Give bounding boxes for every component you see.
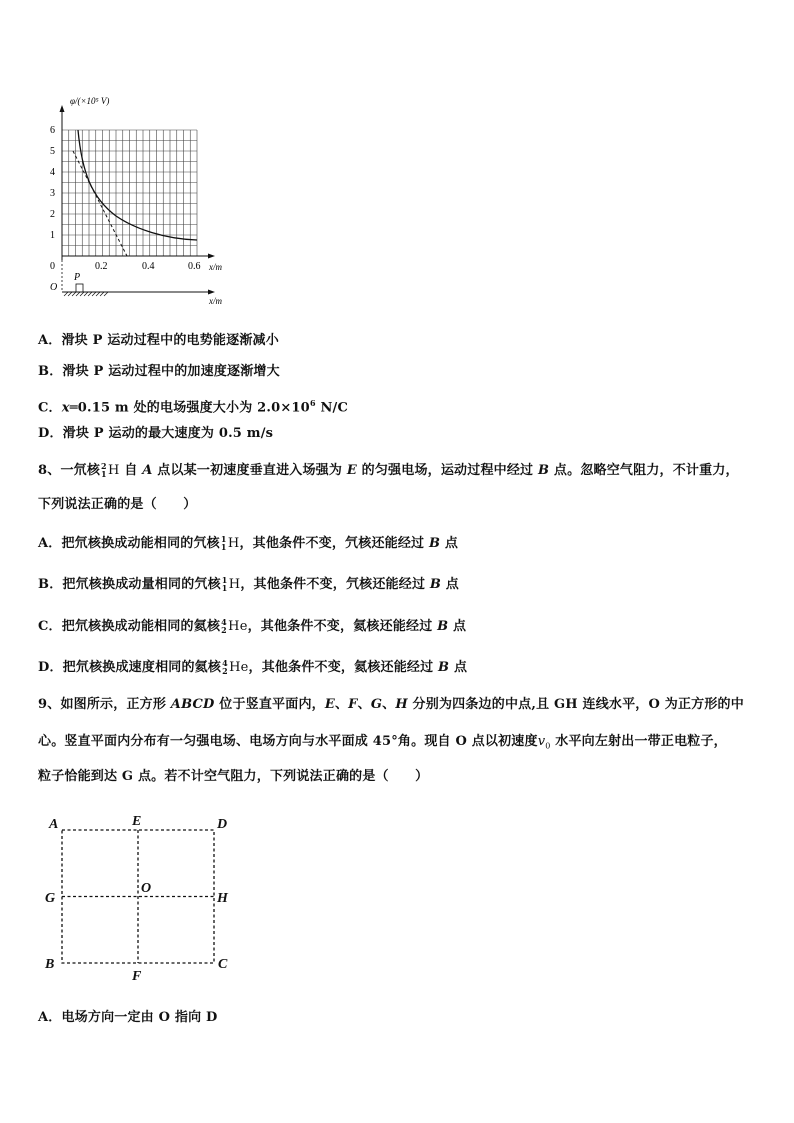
origin-label: 0: [50, 261, 55, 272]
label-O: O: [141, 881, 152, 896]
q8-stem-line1: [38, 462, 739, 480]
q7-c-exp: 6: [309, 398, 316, 408]
label-F: F: [132, 969, 142, 984]
q7-c-mid: ═0.15 m 处的电场强度大小为 2.0×10: [69, 400, 310, 416]
y-tick-1: 1: [50, 230, 55, 241]
q9-stem-line1: 9、如图所示，正方形 ABCD 位于竖直平面内，E、F、G、H 分别为四条边的中点,且 GH 连线水平，O 为正方形的中: [38, 697, 744, 712]
q8-stem-line2: 下列说法正确的是（ ）: [38, 497, 197, 512]
slider-p: [76, 284, 83, 292]
x-tick-0.4: 0.4: [142, 261, 155, 272]
q8-h: H: [108, 463, 120, 478]
q8-var-a: A: [142, 463, 153, 478]
q9-stem-line3: 粒子恰能到达 G 点。若不计空气阻力，下列说法正确的是（ ）: [38, 769, 429, 784]
q8-option-b: B．把氘核换成动量相同的氕核 1 1 H，其他条件不变，氕核还能经过 B 点: [38, 575, 460, 593]
q9-option-a: A．电场方向一定由 O 指向 D: [38, 1010, 218, 1025]
q8-option-c: C．把氘核换成动能相同的氦核 4 2 He，其他条件不变，氦核还能经过 B 点: [38, 617, 467, 635]
q8-option-a: A．把氘核换成动能相同的氕核 1 1 H，其他条件不变，氕核还能经过 B 点: [38, 534, 459, 552]
q8-option-d: D．把氘核换成速度相同的氦核 4 2 He，其他条件不变，氦核还能经过 B 点: [38, 658, 468, 676]
q7-c-prefix: C．: [38, 400, 62, 416]
y-tick-6: 6: [50, 125, 55, 136]
q7-option-b: B．滑块 P 运动过程中的加速度逐渐增大: [38, 364, 280, 379]
label-B: B: [45, 957, 55, 972]
q8-var-b: B: [537, 463, 550, 478]
ground-axis-label: x/m: [209, 296, 222, 306]
q7-option-a: A．滑块 P 运动过程中的电势能逐渐减小: [38, 333, 279, 348]
y-tick-5: 5: [50, 146, 55, 157]
q8-text: 的匀强电场，运动过程中经过: [356, 463, 538, 478]
q8-var-e: E: [346, 463, 357, 478]
q7-c-var: x: [61, 400, 70, 416]
label-E: E: [132, 814, 142, 829]
q7-option-d: D．滑块 P 运动的最大速度为 0.5 m/s: [38, 426, 274, 441]
y-tick-3: 3: [50, 188, 55, 199]
label-C: C: [218, 957, 228, 972]
q9-stem-line2: 心。竖直平面内分布有一匀强电场、电场方向与水平面成 45°角。现自 O 点以初速度$v_0$ 水平向左射出一带正电粒子，: [38, 734, 727, 751]
q7-option-c: [38, 394, 348, 417]
deuteron-symbol: 2 1: [101, 461, 107, 479]
square-diagram: [40, 808, 240, 986]
label-A: A: [49, 817, 59, 832]
y-axis-label: φ/(×10⁵ V): [70, 96, 110, 106]
graph-grid: [62, 130, 197, 256]
q8-text: 点。忽略空气阻力，不计重力，: [549, 463, 739, 478]
y-tick-2: 2: [50, 209, 55, 220]
q8-text: 自: [119, 463, 143, 478]
o-label: O: [50, 282, 58, 293]
label-D: D: [217, 817, 228, 832]
potential-graph: [40, 88, 240, 310]
p-label: P: [74, 272, 81, 283]
q7-c-unit: N/C: [315, 400, 349, 416]
label-G: G: [45, 891, 56, 906]
q8-text: 8、一氘核: [38, 463, 101, 478]
x-tick-0.6: 0.6: [188, 261, 201, 272]
label-H: H: [217, 891, 228, 906]
y-tick-4: 4: [50, 167, 55, 178]
q8-text: 点以某一初速度垂直进入场强为: [152, 463, 347, 478]
x-tick-0.2: 0.2: [95, 261, 108, 272]
x-axis-label: x/m: [209, 262, 222, 272]
